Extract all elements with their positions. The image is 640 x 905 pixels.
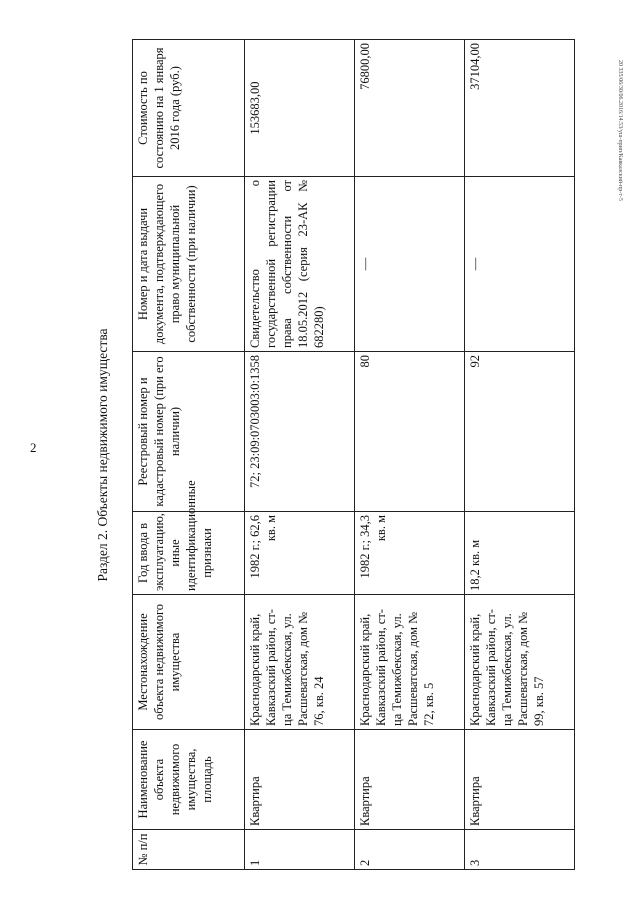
- property-table: [132, 39, 575, 870]
- header-registry: Реестровый номер и кадастровый номер (при его наличии): [133, 352, 245, 512]
- cell-registry: 80: [355, 352, 465, 512]
- cell-location: Краснодарский край, Кавказский район, ст-ца Темижбекская, ул. Расшеватская, дом № 99, кв. 57: [465, 595, 575, 730]
- section-title: Раздел 2. Объекты недвижимого имущества: [95, 328, 110, 582]
- cell-name: Квартира: [355, 730, 465, 830]
- cell-location: Краснодарский край, Кавказский район, ст-ца Темижбекская, ул. Расшеватская, дом № 76, кв. 24: [245, 595, 355, 730]
- table-header-row: [133, 40, 245, 870]
- cell-registry: 72; 23:09:0703003:0:1358: [245, 352, 355, 512]
- header-document: Номер и дата выдачи документа, подтверждающего право муниципальной собственности (при наличии): [133, 177, 245, 352]
- cell-document: —: [465, 177, 575, 352]
- header-location: Местонахождение объекта недвижимого имущества: [133, 595, 245, 730]
- header-name: Наименование объекта недвижимого имущества, площадь: [133, 730, 245, 830]
- table-row: [465, 40, 575, 870]
- table-row: [245, 40, 355, 870]
- header-cost: Стоимость по состоянию на 1 января 2016 года (руб.): [133, 40, 245, 177]
- table-row: [355, 40, 465, 870]
- cell-year: 1982 г.; 34,3 кв. м: [355, 512, 465, 595]
- cell-name: Квартира: [465, 730, 575, 830]
- cell-cost: 76800,00: [355, 40, 465, 177]
- cell-registry: 92: [465, 352, 575, 512]
- header-number: № п/п: [133, 830, 245, 870]
- cell-name: Квартира: [245, 730, 355, 830]
- cell-cost: 153683,00: [245, 40, 355, 177]
- cell-document: Свидетельство о государственной регистрации права собственности от 18.05.2012 (серия 23-АК № 682280): [245, 177, 355, 352]
- cell-number: 1: [245, 830, 355, 870]
- footer-stamp: 20 335/06/30/06.2016/14.53/уш-прип/Кавказский-пр-т-5: [617, 60, 623, 201]
- cell-cost: 37104,00: [465, 40, 575, 177]
- page-number: 2: [30, 440, 37, 455]
- cell-document: —: [355, 177, 465, 352]
- cell-number: 2: [355, 830, 465, 870]
- header-year: Год ввода в эксплуатацию, иные идентификационные признаки: [133, 512, 245, 595]
- cell-location: Краснодарский край, Кавказский район, ст-ца Темижбекская, ул. Расшеватская, дом № 72, кв. 5: [355, 595, 465, 730]
- cell-year: 1982 г.; 62,6 кв. м: [245, 512, 355, 595]
- rotated-content: [92, 40, 574, 870]
- cell-year: 18,2 кв. м: [465, 512, 575, 595]
- cell-number: 3: [465, 830, 575, 870]
